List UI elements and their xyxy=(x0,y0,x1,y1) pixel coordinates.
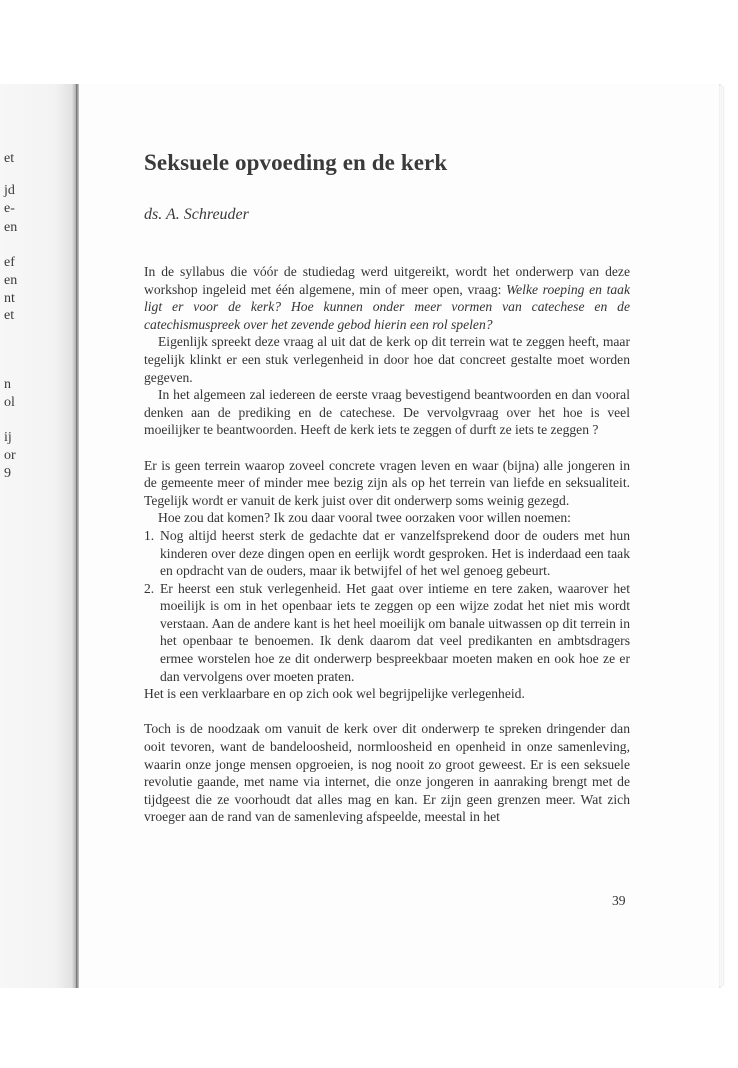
paragraph-intro xyxy=(144,263,630,333)
left-page-fragment: 9 xyxy=(4,466,11,481)
intro-text: In de syllabus die vóór de studiedag werd uitgereikt, wordt het onderwerp van deze workshop ingeleid met één algemene, min of meer open, vraag: xyxy=(144,264,630,297)
paragraph-spacer xyxy=(144,703,630,721)
left-page-fragment: en xyxy=(4,273,18,288)
list-item-number: 1. xyxy=(144,527,155,543)
left-page-fragment: n xyxy=(4,377,11,392)
left-page-fragment: ij xyxy=(4,430,12,445)
intro-question: Welke roeping en taak ligt er voor de kerk? Hoe kunnen onder meer vormen van catechese en de catechismuspreek over het zevende gebod hierin een rol spelen? xyxy=(144,281,631,332)
left-page-fragment: nt xyxy=(4,291,15,306)
left-page-fragment: or xyxy=(4,448,16,463)
list-item xyxy=(144,580,630,686)
left-page-fragment: ol xyxy=(4,395,15,410)
left-page xyxy=(0,84,78,988)
article-author: ds. A. Schreuder xyxy=(144,206,249,223)
left-page-fragment: et xyxy=(4,151,15,166)
paragraph: Het is een verklaarbare en op zich ook wel begrijpelijke verlegenheid. xyxy=(144,686,525,702)
paragraph-spacer xyxy=(144,439,630,457)
list-item xyxy=(144,527,630,580)
list-item-text: Er heerst een stuk verlegenheid. Het gaat over intieme en tere zaken, waarover het moeilijk is om in het openbaar iets te zeggen op een wijze zodat het niet mis wordt verstaan. Aan de andere kant is het heel moeilijk om banale uitwassen op dit terrein in het openbaar te benoemen. Ik denk daarom dat veel predikanten en ambtsdragers ermee worstelen hoe ze dit onderwerp bespreekbaar moeten maken en ook hoe ze er dan vervolgens over moeten praten. xyxy=(160,580,630,684)
page-number: 39 xyxy=(612,893,626,908)
paragraph: Er is geen terrein waarop zoveel concrete vragen leven en waar (bijna) alle jongeren in de gemeente meer of minder mee bezig zijn als op het terrein van liefde en seksualiteit. Tegelijk wordt er vanuit de kerk juist over dit onderwerp soms weinig gezegd. xyxy=(144,457,630,508)
left-page-fragment: ef xyxy=(4,255,15,270)
left-page-fragment: e- xyxy=(4,201,15,216)
left-page-fragment: et xyxy=(4,308,15,323)
paragraph: Toch is de noodzaak om vanuit de kerk over dit onderwerp te spreken dringender dan ooit tevoren, want de bandeloosheid, normloosheid en openheid in onze samenleving, waarin onze jonge mensen opgroeien, is nog nooit zo groot geweest. Er is een seksuele revolutie gaande, met name via internet, die onze jongeren in aanraking brengt met de tijdgeest die ze voorhoudt dat alles mag en kan. Er zijn geen grenzen meer. Wat zich vroeger aan de rand van de samenleving afspeelde, meestal in het xyxy=(144,721,630,825)
list-item-number: 2. xyxy=(144,580,155,596)
left-page-fragment: jd xyxy=(4,183,15,198)
paragraph: In het algemeen zal iedereen de eerste vraag bevestigend beantwoorden en dan vooral denken aan de prediking en de catechese. De vervolgvraag over het hoe is veel moeilijker te beantwoorden. Heeft de kerk iets te zeggen of durft ze iets te zeggen ? xyxy=(144,387,630,438)
causes-list xyxy=(144,527,630,685)
article-body xyxy=(144,263,630,826)
list-item-text: Nog altijd heerst sterk de gedachte dat er vanzelfsprekend door de ouders met hun kinderen over deze dingen open en eerlijk wordt gesproken. Het is inderdaad een taak en opdracht van de ouders, maar ik betwijfel of het wel genoeg gebeurt. xyxy=(160,527,630,579)
article-title: Seksuele opvoeding en de kerk xyxy=(144,150,448,175)
page-edge xyxy=(719,86,725,986)
paragraph: Hoe zou dat komen? Ik zou daar vooral twee oorzaken voor willen noemen: xyxy=(158,510,571,526)
left-page-fragment: en xyxy=(4,220,18,235)
paragraph: Eigenlijk spreekt deze vraag al uit dat de kerk op dit terrein wat te zeggen heeft, maar tegelijk klinkt er een stuk verlegenheid in door hoe dat concreet gestalte moet worden gegeven. xyxy=(144,334,630,385)
